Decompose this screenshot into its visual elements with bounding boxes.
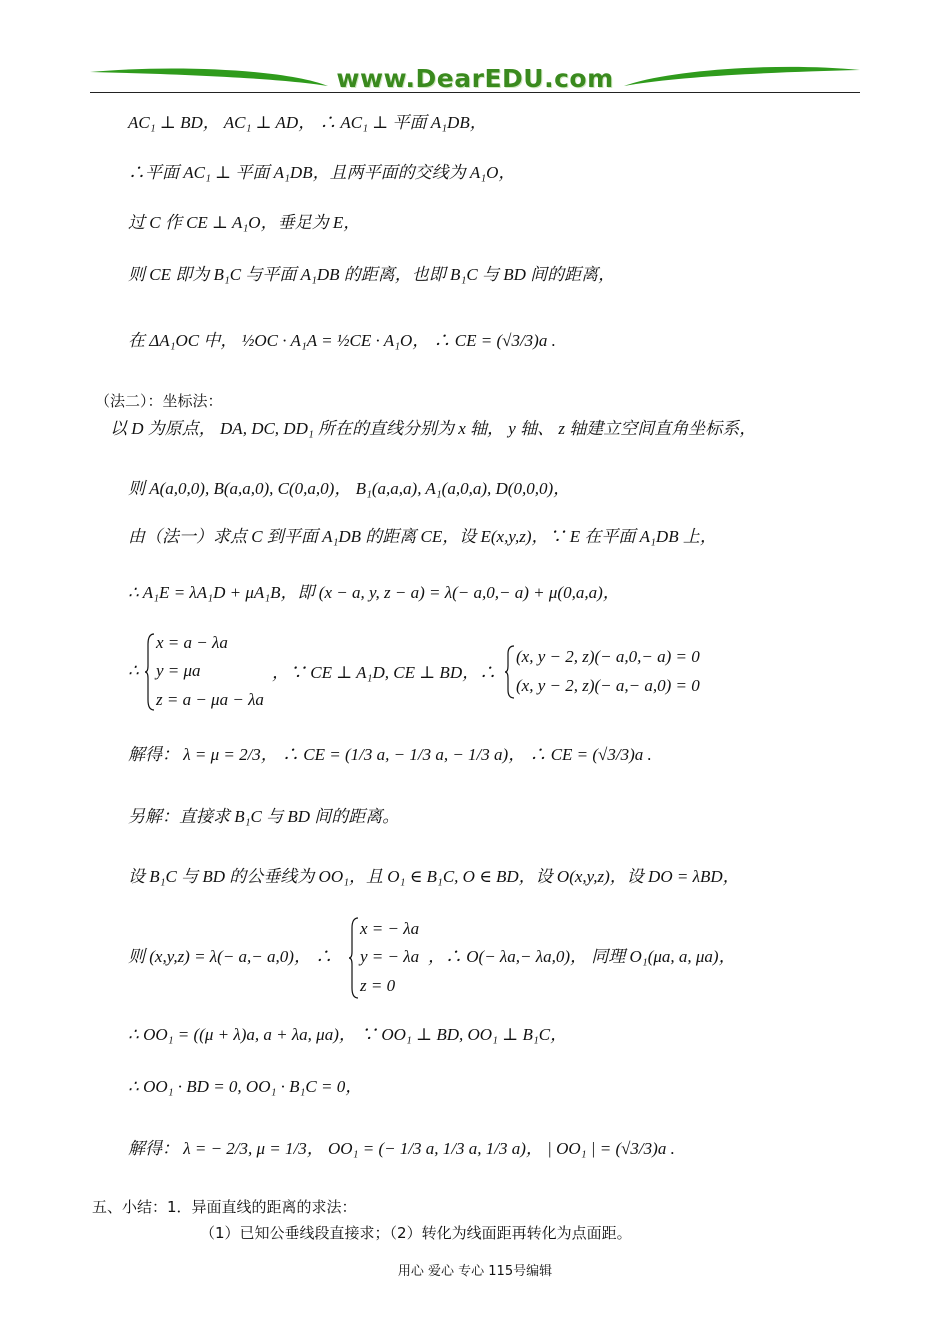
line-13: 另解：直接求 B₁C 与 BD 间的距离。 <box>128 807 400 826</box>
line-17: ∴ OO₁ · BD = 0, OO₁ · B₁C = 0， <box>128 1077 363 1096</box>
line-3: 过 C 作 CE ⊥ A₁O，垂足为 E， <box>128 213 361 232</box>
system-1-row-2: y = μa <box>156 661 201 680</box>
brace-1-icon <box>144 632 156 712</box>
summary-heading: 五、小结：1．异面直线的距离的求法： <box>92 1198 357 1216</box>
summary-item: （1）已知公垂线段直接求；（2）转化为线面距再转化为点面距。 <box>200 1224 632 1242</box>
system-1-row-1: x = a − λa <box>156 633 228 652</box>
line-1: AC₁ ⊥ BD， AC₁ ⊥ AD， ∴ AC₁ ⊥ 平面 A₁DB， <box>128 113 487 132</box>
line-12: 解得： λ = μ = 2/3， ∴ CE = (1/3 a, − 1/3 a, − 1/3 a)， ∴ CE = (√3/3)a . <box>128 745 652 764</box>
line-7: 以 D 为原点， DA, DC, DD₁ 所在的直线分别为 x 轴， y 轴、 z 轴建立空间直角坐标系， <box>110 419 757 438</box>
line-16: ∴ OO₁ = ((μ + λ)a, a + λa, μa)， ∵ OO₁ ⊥ BD, OO₁ ⊥ B₁C， <box>128 1025 568 1044</box>
line-8: 则 A(a,0,0), B(a,a,0), C(0,a,0)， B₁(a,a,a), A₁(a,0,a), D(0,0,0)， <box>128 479 571 498</box>
line-11-middle: ，∵ CE ⊥ A₁D, CE ⊥ BD，∴ <box>272 663 497 682</box>
system-3-row-1: x = − λa <box>360 919 420 938</box>
system-3-row-2: y = − λa <box>360 947 420 966</box>
system-3-row-3: z = 0 <box>360 976 396 995</box>
page-footer: 用心 爱心 专心 115号编辑 <box>397 1264 553 1279</box>
line-15-start: 则 (x,y,z) = λ(− a,− a,0)， ∴ <box>128 947 333 966</box>
line-10: ∴ A₁E = λA₁D + μA₁B，即 (x − a, y, z − a) = λ(− a,0,− a) + μ(0,a,a)， <box>128 583 620 602</box>
line-9: 由（法一）求点 C 到平面 A₁DB 的距离 CE，设 E(x,y,z)，∵ E 在平面 A₁DB 上， <box>128 527 717 546</box>
line-4: 则 CE 即为 B₁C 与平面 A₁DB 的距离，也即 B₁C 与 BD 间的距离， <box>128 265 616 284</box>
line-15-end: ，∴ O(− λa,− λa,0)， 同理 O₁(μa, a, μa)， <box>428 947 736 966</box>
brace-2-icon <box>504 644 516 700</box>
system-2-row-2: (x, y − 2, z)(− a,− a,0) = 0 <box>516 676 700 695</box>
brace-3-icon <box>348 916 360 1000</box>
system-2-row-1: (x, y − 2, z)(− a,0,− a) = 0 <box>516 647 700 666</box>
line-11-therefore: ∴ <box>128 661 139 680</box>
site-logo: www.DearEDU.com <box>336 64 614 93</box>
header-banner <box>88 60 862 96</box>
line-2: ∴平面 AC₁ ⊥ 平面 A₁DB，且两平面的交线为 A₁O， <box>128 163 516 182</box>
line-6: （法二）：坐标法： <box>95 392 223 410</box>
header-rule <box>90 92 860 93</box>
system-1-row-3: z = a − μa − λa <box>156 690 264 709</box>
line-5: 在 ΔA₁OC 中， ½OC · A₁A = ½CE · A₁O， ∴ CE = (√3/3)a . <box>128 331 556 350</box>
line-14: 设 B₁C 与 BD 的公垂线为 OO₁，且 O₁ ∈ B₁C, O ∈ BD，设 O(x,y,z)，设 DO = λBD， <box>128 867 740 886</box>
line-18: 解得： λ = − 2/3, μ = 1/3， OO₁ = (− 1/3 a, 1/3 a, 1/3 a)， | OO₁ | = (√3/3)a . <box>128 1139 675 1158</box>
